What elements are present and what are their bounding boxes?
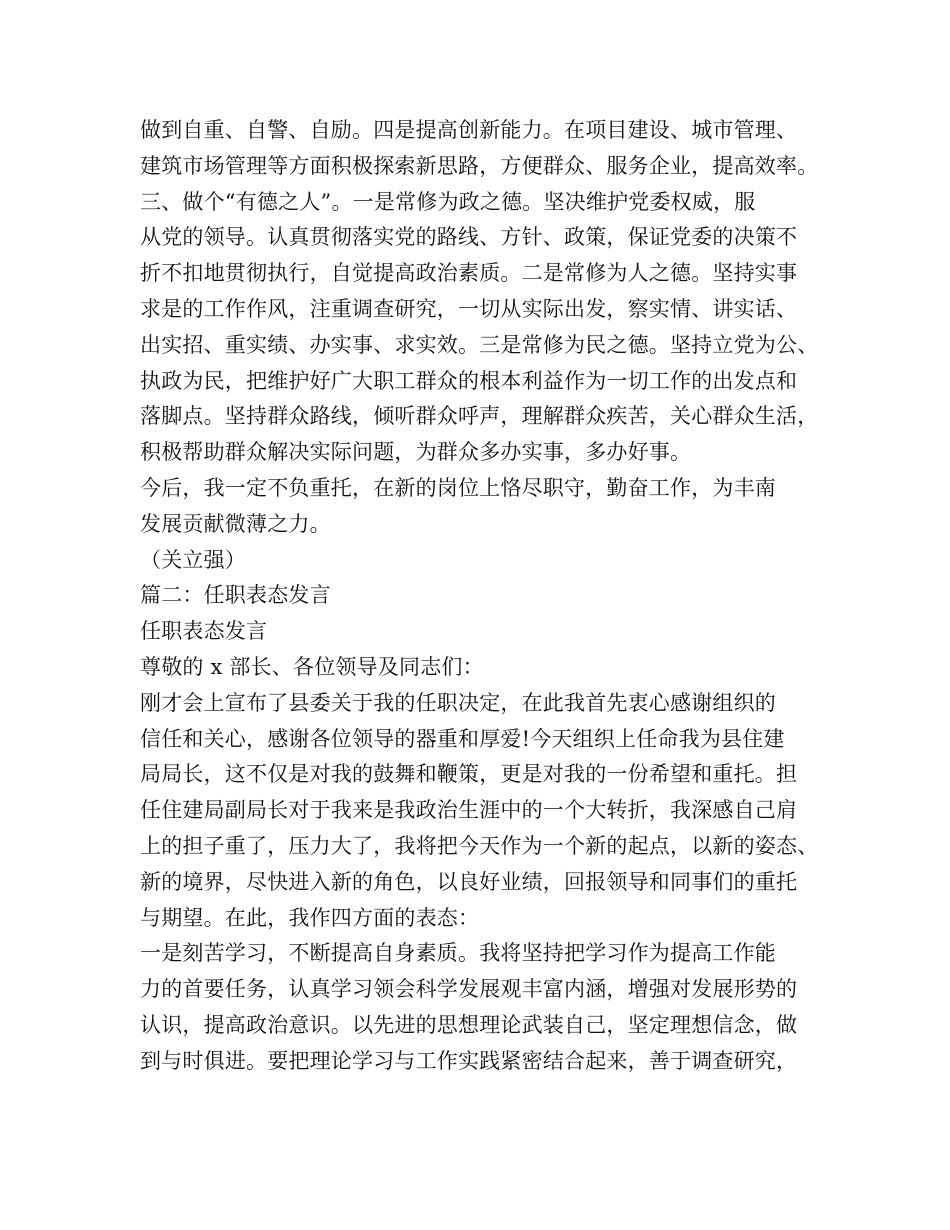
text-line: 发展贡献微薄之力。: [140, 511, 331, 536]
section-heading: 篇二：任职表态发言: [140, 583, 331, 608]
document-body: [140, 113, 840, 1080]
text-line: 落脚点。坚持群众路线，倾听群众呼声，理解群众疾苦，关心群众生活，: [140, 404, 819, 429]
text-line: 到与时俱进。要把理论学习与工作实践紧密结合起来，善于调查研究，: [140, 1048, 798, 1073]
text-line: 刚才会上宣布了县委关于我的任职决定，在此我首先衷心感谢组织的: [140, 690, 776, 715]
text-line: 做到自重、自警、自励。四是提高创新能力。在项目建设、城市管理、: [140, 118, 798, 142]
text-line: 上的担子重了，压力大了，我将把今天作为一个新的起点，以新的姿态、: [140, 833, 819, 858]
text-line: 局局长，这不仅是对我的鼓舞和鞭策，更是对我的一份希望和重托。担: [140, 762, 798, 787]
text-line: 执政为民，把维护好广大职工群众的根本利益作为一切工作的出发点和: [140, 368, 798, 393]
text-line: 与期望。在此，我作四方面的表态：: [140, 905, 480, 930]
salutation: 尊敬的 x 部长、各位领导及同志们：: [140, 654, 484, 679]
author-line: （关立强）: [140, 547, 246, 572]
text-line: 认识，提高政治意识。以先进的思想理论武装自己，坚定理想信念，做: [140, 1012, 798, 1037]
text-line: 一是刻苦学习，不断提高自身素质。我将坚持把学习作为提高工作能: [140, 941, 776, 966]
speech-title: 任职表态发言: [140, 619, 268, 644]
text-line: 今后，我一定不负重托，在新的岗位上恪尽职守，勤奋工作，为丰南: [140, 475, 776, 500]
text-line: 信任和关心，感谢各位领导的器重和厚爱!今天组织上任命我为县住建: [140, 726, 785, 751]
text-line: 积极帮助群众解决实际问题，为群众多办实事，多办好事。: [140, 440, 692, 465]
text-line: 求是的工作作风，注重调查研究，一切从实际出发，察实情、讲实话、: [140, 296, 798, 321]
text-line: 新的境界，尽快进入新的角色，以良好业绩，回报领导和同事们的重托: [140, 869, 798, 894]
text-line: 任住建局副局长对于我来是我政治生涯中的一个大转折，我深感自己肩: [140, 798, 798, 823]
text-line: 建筑市场管理等方面积极探索新思路，方便群众、服务企业，提高效率。: [140, 153, 819, 178]
text-line: 出实招、重实绩、办实事、求实效。三是常修为民之德。坚持立党为公、: [140, 332, 819, 357]
text-line: 折不扣地贯彻执行，自觉提高政治素质。二是常修为人之德。坚持实事: [140, 261, 798, 286]
text-line: 从党的领导。认真贯彻落实党的路线、方针、政策，保证党委的决策不: [140, 225, 798, 250]
text-line: 三、做个“有德之人”。一是常修为政之德。坚决维护党委权威，服: [140, 189, 756, 214]
text-line: 力的首要任务，认真学习领会科学发展观丰富内涵，增强对发展形势的: [140, 977, 798, 1002]
